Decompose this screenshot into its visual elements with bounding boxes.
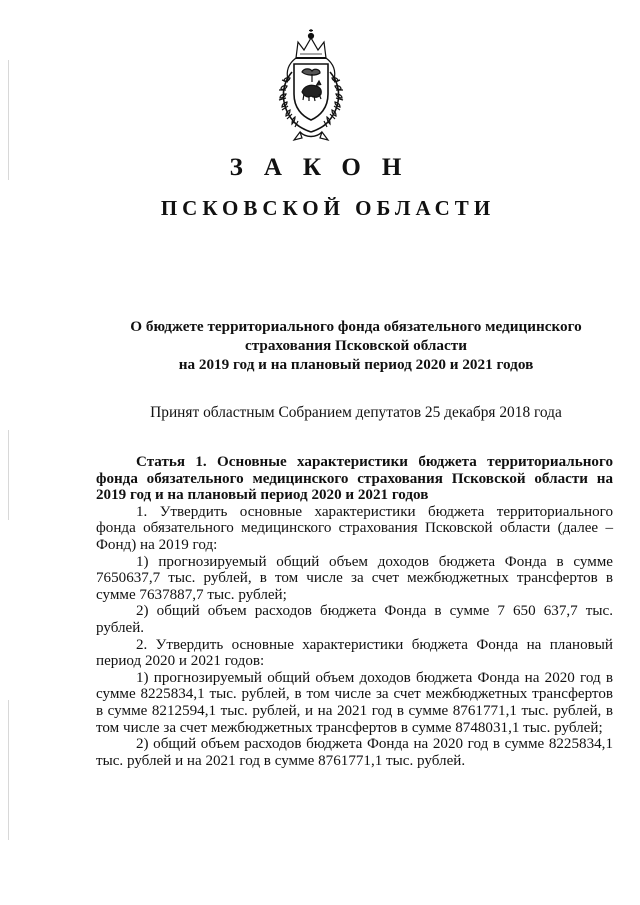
scan-edge-mark bbox=[8, 430, 9, 520]
scan-edge-mark bbox=[8, 700, 9, 840]
adoption-note: Принят областным Собранием депутатов 25 декабря 2018 года bbox=[150, 404, 562, 421]
law-subject bbox=[100, 317, 612, 374]
article-paragraph: 2) общий объем расходов бюджета Фонда в сумме 7 650 637,7 тыс. рублей. bbox=[96, 603, 613, 636]
article-paragraph: 2) общий объем расходов бюджета Фонда на 2020 год в сумме 8225834,1 тыс. рублей и на 2021 год в сумме 8761771,1 тыс. рублей. bbox=[96, 736, 613, 769]
law-subject-line: на 2019 год и на плановый период 2020 и 2021 годов bbox=[178, 356, 534, 373]
article-paragraph: 1. Утвердить основные характеристики бюджета территориального фонда обязательного медицинского страхования Псковской области (далее – Фонд) на 2019 год: bbox=[96, 503, 613, 553]
article-paragraph: 1) прогнозируемый общий объем доходов бюджета Фонда на 2020 год в сумме 8225834,1 тыс. рублей, в том числе за счет межбюджетных трансфертов в сумме 8212594,1 тыс. рублей, и на 2021 год в сумме 8761771,1 тыс. рублей, в том числе за счет межбюджетных трансфертов в сумме 8748031,1 тыс. рублей; bbox=[96, 669, 613, 736]
article-body bbox=[96, 454, 613, 769]
coat-of-arms-emblem bbox=[266, 28, 356, 146]
article-paragraph: 2. Утвердить основные характеристики бюджета Фонда на плановый период 2020 и 2021 годов: bbox=[96, 636, 613, 670]
law-subject-line: О бюджете территориального фонда обязательного медицинского bbox=[130, 318, 582, 335]
document-region-title: ПСКОВСКОЙ ОБЛАСТИ bbox=[160, 196, 496, 220]
document-title: ЗАКОН bbox=[229, 154, 423, 181]
article-heading: Статья 1. Основные характеристики бюджета территориального фонда обязательного медицинского страхования Псковской области на 2019 год и на плановый период 2020 и 2021 годов bbox=[96, 454, 613, 504]
law-subject-line: страхования Псковской области bbox=[245, 337, 467, 354]
article-paragraph: 1) прогнозируемый общий объем доходов бюджета Фонда в сумме 7650637,7 тыс. рублей, в том числе за счет межбюджетных трансфертов в сумме 7637887,7 тыс. рублей; bbox=[96, 553, 613, 603]
